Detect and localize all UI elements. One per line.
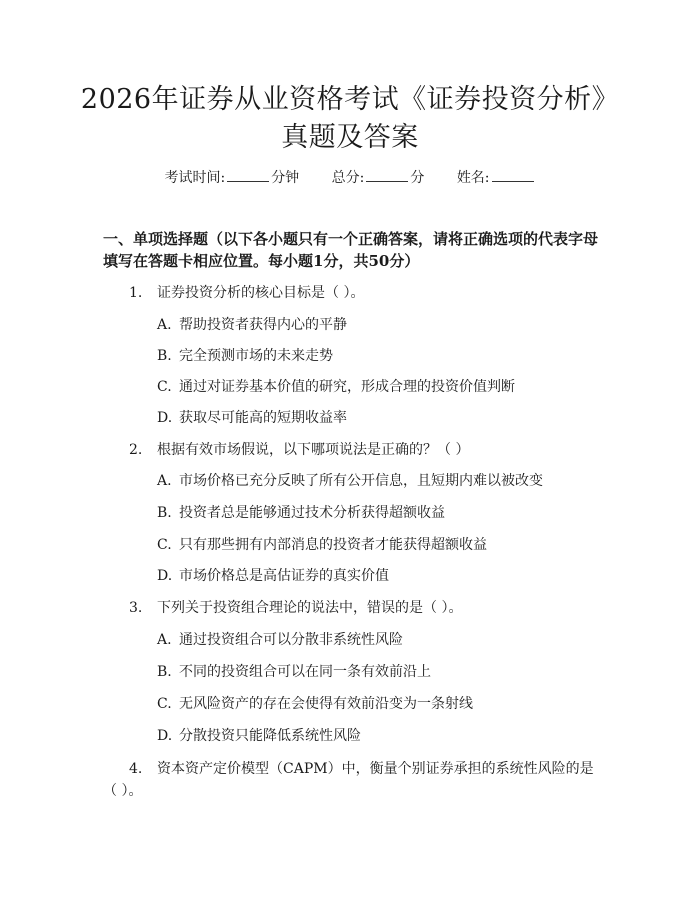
question-number: 1.: [129, 285, 143, 301]
option-letter: B.: [157, 664, 172, 680]
exam-info-row: [0, 167, 700, 188]
option-letter: D.: [157, 728, 173, 744]
option-text: 市场价格已充分反映了所有公开信息，且短期内难以被改变: [179, 473, 543, 489]
question-2-option-d: [157, 566, 389, 586]
question-3-option-a: [157, 630, 403, 650]
question-number: 4.: [129, 761, 143, 777]
question-number: 2.: [129, 442, 143, 458]
student-name-blank: [492, 167, 534, 182]
option-letter: A.: [157, 473, 172, 489]
question-2-option-b: [157, 503, 445, 523]
total-score-field: [332, 170, 429, 186]
question-number: 3.: [129, 600, 143, 616]
option-letter: A.: [157, 317, 172, 333]
option-letter: B.: [157, 505, 172, 521]
option-text: 通过对证券基本价值的研究，形成合理的投资价值判断: [179, 379, 515, 395]
option-text: 只有那些拥有内部消息的投资者才能获得超额收益: [179, 537, 487, 553]
question-4: [129, 759, 594, 779]
question-text: 资本资产定价模型（CAPM）中，衡量个别证券承担的系统性风险的是: [157, 761, 594, 777]
option-letter: B.: [157, 348, 172, 364]
question-2: [129, 440, 469, 460]
option-letter: C.: [157, 696, 172, 712]
student-name-label: 姓名:: [456, 170, 490, 186]
option-text: 无风险资产的存在会使得有效前沿变为一条射线: [179, 696, 473, 712]
exam-title-line-1: 2026年证券从业资格考试《证券投资分析》: [80, 84, 620, 115]
option-text: 帮助投资者获得内心的平静: [179, 317, 347, 333]
option-letter: C.: [157, 379, 172, 395]
question-1-option-c: [157, 377, 515, 397]
question-3-option-b: [157, 662, 431, 682]
exam-time-field: [164, 170, 303, 186]
option-letter: A.: [157, 632, 172, 648]
option-text: 市场价格总是高估证券的真实价值: [179, 568, 389, 584]
student-name-field: [457, 170, 536, 186]
question-1-option-d: [157, 408, 347, 428]
total-score-label: 总分:: [331, 170, 365, 186]
option-letter: D.: [157, 568, 173, 584]
question-2-option-a: [157, 471, 543, 491]
total-score-blank: [366, 167, 408, 182]
question-3: [129, 598, 462, 618]
section-heading: 一、单项选择题（以下各小题只有一个正确答案，请将正确选项的代表字母填写在答题卡相应位置。每小题1分，共50分）: [103, 230, 599, 270]
option-text: 投资者总是能够通过技术分析获得超额收益: [179, 505, 445, 521]
exam-time-unit: 分钟: [271, 170, 300, 186]
question-text: 根据有效市场假说，以下哪项说法是正确的？（ ）: [157, 442, 470, 458]
option-text: 完全预测市场的未来走势: [179, 348, 333, 364]
option-text: 不同的投资组合可以在同一条有效前沿上: [179, 664, 431, 680]
option-letter: C.: [157, 537, 172, 553]
question-text: 下列关于投资组合理论的说法中，错误的是（ ）。: [157, 600, 463, 616]
question-text: 证券投资分析的核心目标是（ ）。: [157, 285, 365, 301]
question-3-option-d: [157, 726, 361, 746]
question-3-option-c: [157, 694, 473, 714]
total-score-unit: 分: [410, 170, 425, 186]
exam-title-line-2: 真题及答案: [281, 122, 419, 153]
option-text: 通过投资组合可以分散非系统性风险: [179, 632, 403, 648]
question-1-option-b: [157, 346, 333, 366]
exam-time-label: 考试时间:: [164, 170, 226, 186]
option-text: 分散投资只能降低系统性风险: [179, 728, 361, 744]
option-letter: D.: [157, 410, 173, 426]
option-text: 获取尽可能高的短期收益率: [179, 410, 347, 426]
question-1: [129, 283, 364, 303]
exam-time-blank: [227, 167, 269, 182]
question-1-option-a: [157, 315, 347, 335]
question-4-continuation: （ ）。: [103, 783, 143, 799]
question-2-option-c: [157, 535, 487, 555]
